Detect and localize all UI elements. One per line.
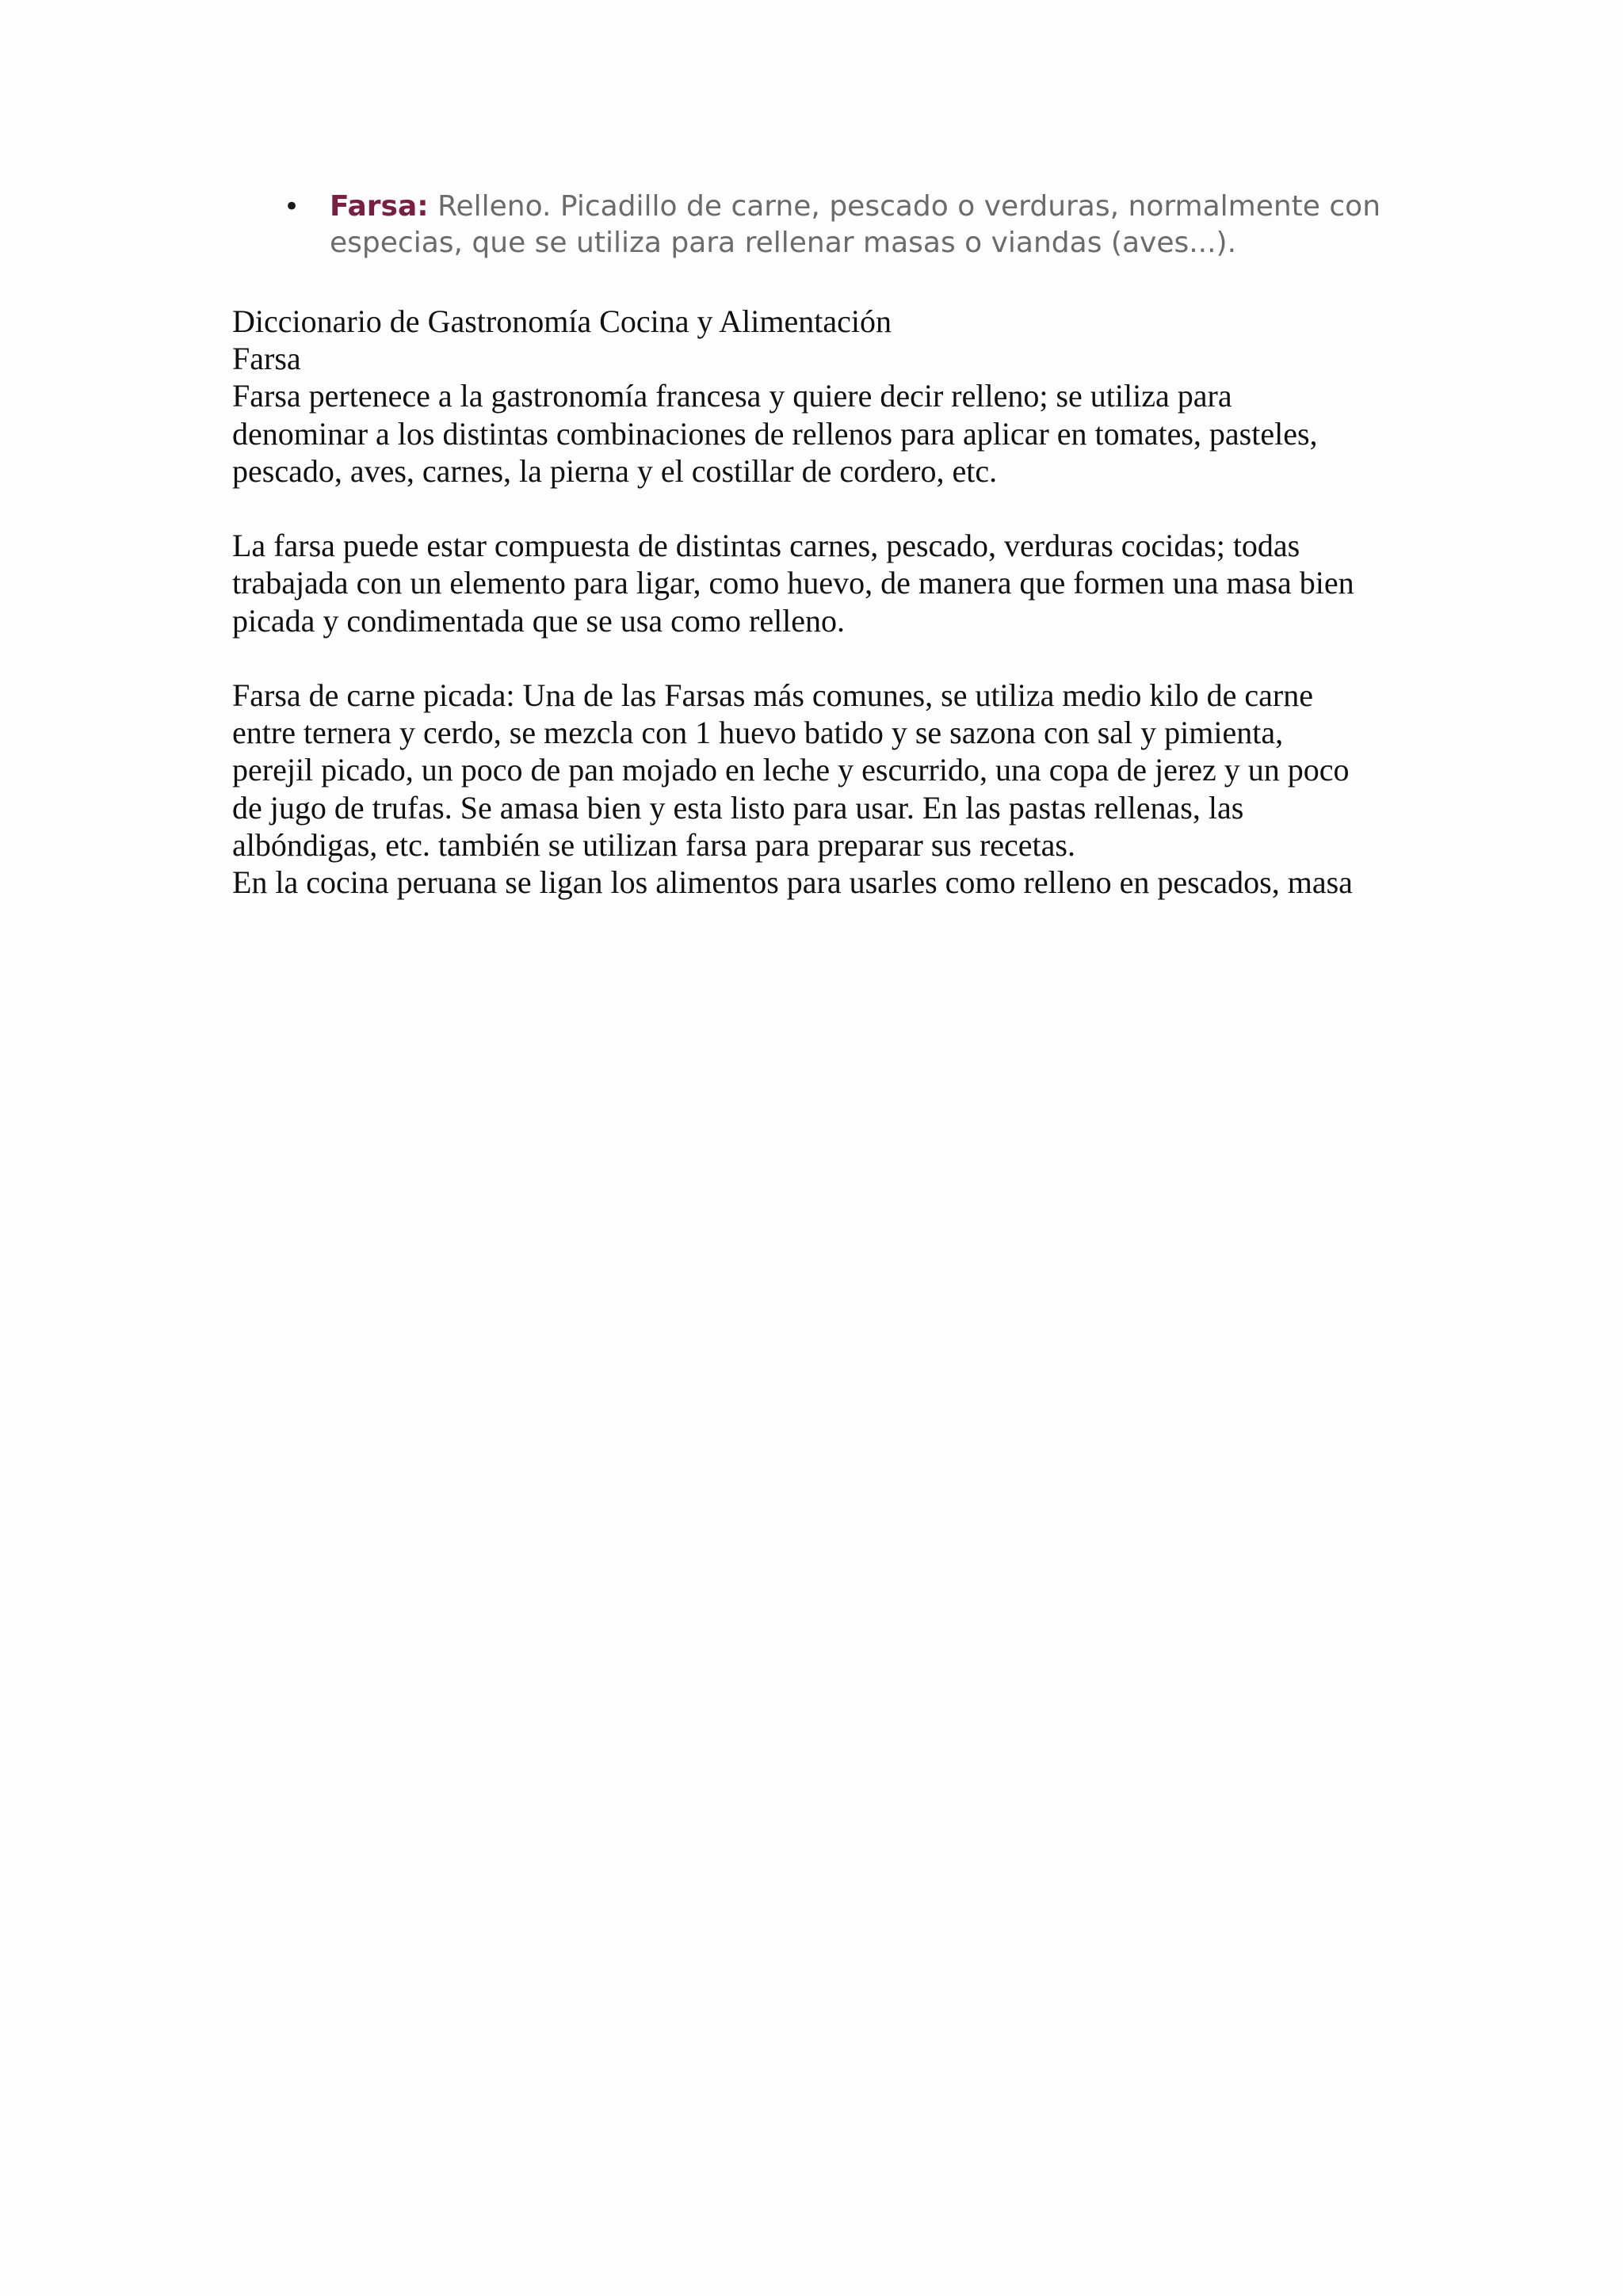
paragraph-3-line: albóndigas, etc. también se utilizan farsa para preparar sus recetas. — [232, 826, 1075, 863]
paragraph-3-line: Farsa de carne picada: Una de las Farsas más comunes, se utiliza medio kilo de carne — [232, 677, 1313, 713]
paragraph-3-line: perejil picado, un poco de pan mojado en leche y escurrido, una copa de jerez y un poco — [232, 752, 1350, 788]
definition-term: Farsa: — [330, 190, 429, 223]
definition-text-line2: especias, que se utiliza para rellenar masas o viandas (aves...). — [330, 227, 1237, 259]
definition-text-line1: Relleno. Picadillo de carne, pescado o verduras, normalmente con — [437, 190, 1381, 223]
definition-item — [279, 189, 1404, 261]
paragraph-1-line: denominar a los distintas combinaciones de rellenos para aplicar en tomates, pasteles, — [232, 415, 1318, 452]
bullet-icon: • — [284, 191, 300, 223]
document-body — [232, 303, 1405, 901]
paragraph-3-line: de jugo de trufas. Se amasa bien y esta listo para usar. En las pastas rellenas, las — [232, 789, 1244, 826]
paragraph-gap — [232, 490, 1405, 527]
definition-list — [279, 189, 1404, 261]
paragraph-3-line: entre ternera y cerdo, se mezcla con 1 huevo batido y se sazona con sal y pimienta, — [232, 715, 1284, 751]
paragraph-1-line: pescado, aves, carnes, la pierna y el costillar de cordero, etc. — [232, 452, 998, 489]
paragraph-2-line: picada y condimentada que se usa como relleno. — [232, 602, 846, 639]
paragraph-2-line: trabajada con un elemento para ligar, como huevo, de manera que formen una masa bien — [232, 565, 1354, 601]
dictionary-title: Diccionario de Gastronomía Cocina y Alimentación — [232, 303, 892, 339]
paragraph-1-line: Farsa pertenece a la gastronomía francesa y quiere decir relleno; se utiliza para — [232, 378, 1232, 414]
paragraph-gap — [232, 639, 1405, 677]
paragraph-2-line: La farsa puede estar compuesta de distintas carnes, pescado, verduras cocidas; todas — [232, 528, 1300, 564]
entry-heading: Farsa — [232, 341, 301, 377]
paragraph-4-line: En la cocina peruana se ligan los alimentos para usarles como relleno en pescados, masa — [232, 864, 1353, 901]
